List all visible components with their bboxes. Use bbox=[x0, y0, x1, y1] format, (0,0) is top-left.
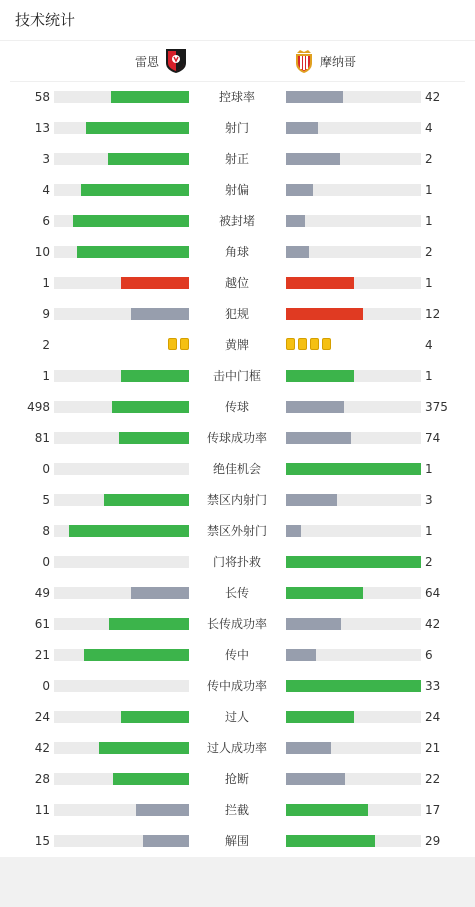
stat-label: 角球 bbox=[224, 245, 249, 259]
home-bar-fill bbox=[104, 494, 189, 506]
away-bar-track bbox=[286, 711, 421, 723]
home-bar-track bbox=[54, 525, 189, 537]
away-bar-fill bbox=[286, 742, 331, 754]
home-bar-fill bbox=[119, 432, 189, 444]
home-bar-track bbox=[54, 804, 189, 816]
yellow-card-icon bbox=[180, 338, 189, 350]
away-bar-track bbox=[286, 215, 421, 227]
stat-label: 射偏 bbox=[224, 183, 249, 197]
stat-row bbox=[0, 275, 475, 291]
home-bar-track bbox=[54, 618, 189, 630]
home-value: 9 bbox=[42, 307, 50, 321]
home-bar-track bbox=[54, 153, 189, 165]
away-bar-track bbox=[286, 556, 421, 568]
home-bar-fill bbox=[131, 308, 189, 320]
home-bar-fill bbox=[111, 91, 189, 103]
home-bar-track bbox=[54, 680, 189, 692]
home-value: 1 bbox=[42, 369, 50, 383]
home-value: 24 bbox=[34, 710, 50, 724]
away-value: 29 bbox=[425, 834, 441, 848]
home-bar-fill bbox=[121, 370, 189, 382]
home-value: 81 bbox=[34, 431, 50, 445]
away-value: 1 bbox=[425, 462, 433, 476]
away-bar-fill bbox=[286, 494, 337, 506]
away-bar-track bbox=[286, 91, 421, 103]
home-bar-track bbox=[54, 494, 189, 506]
away-bar-fill bbox=[286, 122, 318, 134]
stat-label: 控球率 bbox=[218, 90, 255, 104]
home-value: 4 bbox=[42, 183, 50, 197]
away-value: 1 bbox=[425, 214, 433, 228]
stat-label: 禁区外射门 bbox=[206, 524, 267, 538]
away-bar-track bbox=[286, 804, 421, 816]
home-bar-track bbox=[54, 556, 189, 568]
home-value: 498 bbox=[27, 400, 50, 414]
home-value: 1 bbox=[42, 276, 50, 290]
away-bar-track bbox=[286, 122, 421, 134]
stat-label: 传球成功率 bbox=[206, 431, 267, 445]
stat-row bbox=[0, 709, 475, 725]
home-value: 21 bbox=[34, 648, 50, 662]
away-bar-fill bbox=[286, 711, 354, 723]
away-value: 4 bbox=[425, 121, 433, 135]
stat-label: 长传成功率 bbox=[206, 617, 267, 631]
away-bar-fill bbox=[286, 184, 313, 196]
stat-row bbox=[0, 771, 475, 787]
away-team[interactable] bbox=[292, 47, 356, 75]
stat-row bbox=[0, 833, 475, 849]
away-value: 42 bbox=[425, 617, 441, 631]
home-bar-fill bbox=[112, 401, 189, 413]
away-value: 1 bbox=[425, 369, 433, 383]
home-value: 8 bbox=[42, 524, 50, 538]
away-value: 375 bbox=[425, 400, 448, 414]
stat-label: 射门 bbox=[224, 121, 249, 135]
home-value: 0 bbox=[42, 555, 50, 569]
away-bar-track bbox=[286, 153, 421, 165]
away-value: 17 bbox=[425, 803, 441, 817]
home-bar-fill bbox=[143, 835, 189, 847]
yellow-card-icon bbox=[286, 338, 295, 350]
away-value: 3 bbox=[425, 493, 433, 507]
home-value: 58 bbox=[34, 90, 50, 104]
stat-row bbox=[0, 461, 475, 477]
home-bar-track bbox=[54, 277, 189, 289]
stat-label: 射正 bbox=[224, 152, 249, 166]
away-bar-fill bbox=[286, 804, 368, 816]
stat-label: 解围 bbox=[224, 834, 249, 848]
away-bar-fill bbox=[286, 153, 340, 165]
away-bar-track bbox=[286, 184, 421, 196]
away-bar-fill bbox=[286, 308, 363, 320]
home-bar-track bbox=[54, 649, 189, 661]
home-value: 6 bbox=[42, 214, 50, 228]
stat-label: 越位 bbox=[224, 276, 249, 290]
stat-row bbox=[0, 120, 475, 136]
away-bar-fill bbox=[286, 215, 305, 227]
away-value: 1 bbox=[425, 183, 433, 197]
stat-row bbox=[0, 182, 475, 198]
stat-row bbox=[0, 399, 475, 415]
home-value: 2 bbox=[42, 338, 50, 352]
home-bar-fill bbox=[99, 742, 189, 754]
home-bar-fill bbox=[121, 277, 189, 289]
home-bar-fill bbox=[84, 649, 189, 661]
away-bar-track bbox=[286, 308, 421, 320]
away-value: 42 bbox=[425, 90, 441, 104]
home-value: 3 bbox=[42, 152, 50, 166]
home-value: 28 bbox=[34, 772, 50, 786]
yellow-card-icon bbox=[310, 338, 319, 350]
away-bar-track bbox=[286, 463, 421, 475]
away-bar-fill bbox=[286, 525, 301, 537]
stat-row bbox=[0, 678, 475, 694]
away-bar-track bbox=[286, 246, 421, 258]
home-team-name: 雷恩 bbox=[134, 54, 159, 69]
yellow-card-icon bbox=[168, 338, 177, 350]
stat-row bbox=[0, 430, 475, 446]
away-bar-fill bbox=[286, 277, 354, 289]
away-bar-track bbox=[286, 370, 421, 382]
stat-label: 过人 bbox=[224, 710, 249, 724]
away-value: 1 bbox=[425, 276, 433, 290]
home-value: 0 bbox=[42, 462, 50, 476]
away-bar-track bbox=[286, 649, 421, 661]
away-value: 24 bbox=[425, 710, 441, 724]
away-bar-track bbox=[286, 525, 421, 537]
stat-row bbox=[0, 492, 475, 508]
home-bar-fill bbox=[108, 153, 189, 165]
stat-row bbox=[0, 585, 475, 601]
stat-row bbox=[0, 616, 475, 632]
home-bar-fill bbox=[73, 215, 189, 227]
home-bar-fill bbox=[77, 246, 189, 258]
home-bar-track bbox=[54, 463, 189, 475]
away-bar-track bbox=[286, 773, 421, 785]
stat-label: 长传 bbox=[224, 586, 249, 600]
home-value: 61 bbox=[34, 617, 50, 631]
stat-label: 拦截 bbox=[224, 803, 249, 817]
stat-label: 绝佳机会 bbox=[212, 462, 261, 476]
home-bar-track bbox=[54, 122, 189, 134]
away-bar-track bbox=[286, 277, 421, 289]
away-value: 6 bbox=[425, 648, 433, 662]
yellow-card-icon bbox=[298, 338, 307, 350]
away-bar-fill bbox=[286, 432, 351, 444]
home-bar-track bbox=[54, 215, 189, 227]
home-bar-track bbox=[54, 246, 189, 258]
away-value: 33 bbox=[425, 679, 441, 693]
home-bar-fill bbox=[121, 711, 189, 723]
stat-label: 传中 bbox=[224, 648, 249, 662]
away-bar-track bbox=[286, 742, 421, 754]
away-value: 74 bbox=[425, 431, 441, 445]
home-bar-track bbox=[54, 587, 189, 599]
home-bar-track bbox=[54, 370, 189, 382]
away-value: 2 bbox=[425, 245, 433, 259]
home-bar-fill bbox=[69, 525, 189, 537]
stat-row bbox=[0, 337, 475, 353]
stat-row bbox=[0, 244, 475, 260]
stat-label: 抢断 bbox=[224, 772, 249, 786]
stat-row bbox=[0, 554, 475, 570]
away-value: 64 bbox=[425, 586, 441, 600]
stat-label: 被封堵 bbox=[218, 214, 255, 228]
stat-label: 过人成功率 bbox=[206, 741, 267, 755]
away-bar-fill bbox=[286, 401, 344, 413]
away-team-logo-icon bbox=[292, 48, 316, 74]
divider bbox=[10, 81, 465, 82]
away-bar-fill bbox=[286, 246, 309, 258]
away-team-name: 摩纳哥 bbox=[320, 54, 357, 69]
stat-label: 禁区内射门 bbox=[206, 493, 267, 507]
home-bar-track bbox=[54, 835, 189, 847]
away-bar-track bbox=[286, 587, 421, 599]
stat-label: 传球 bbox=[224, 400, 249, 414]
away-value: 1 bbox=[425, 524, 433, 538]
home-bar-track bbox=[54, 432, 189, 444]
home-value: 0 bbox=[42, 679, 50, 693]
stat-row bbox=[0, 740, 475, 756]
home-value: 42 bbox=[34, 741, 50, 755]
page-title: 技术统计 bbox=[15, 11, 76, 29]
home-team-logo-icon bbox=[164, 48, 188, 74]
stat-row bbox=[0, 151, 475, 167]
home-bar-track bbox=[54, 91, 189, 103]
stat-row bbox=[0, 523, 475, 539]
stat-label: 传中成功率 bbox=[206, 679, 267, 693]
stat-label: 黄牌 bbox=[224, 338, 249, 352]
away-bar-track bbox=[286, 680, 421, 692]
divider bbox=[0, 40, 475, 41]
home-yellow-cards bbox=[168, 338, 189, 350]
away-bar-fill bbox=[286, 649, 316, 661]
home-value: 13 bbox=[34, 121, 50, 135]
home-value: 5 bbox=[42, 493, 50, 507]
home-bar-track bbox=[54, 742, 189, 754]
away-bar-track bbox=[286, 835, 421, 847]
home-bar-fill bbox=[113, 773, 189, 785]
stat-row bbox=[0, 802, 475, 818]
home-bar-track bbox=[54, 308, 189, 320]
away-value: 4 bbox=[425, 338, 433, 352]
away-bar-fill bbox=[286, 463, 421, 475]
away-bar-fill bbox=[286, 618, 341, 630]
away-bar-track bbox=[286, 618, 421, 630]
home-value: 11 bbox=[34, 803, 50, 817]
home-bar-fill bbox=[136, 804, 189, 816]
home-bar-track bbox=[54, 401, 189, 413]
away-bar-fill bbox=[286, 556, 421, 568]
home-bar-fill bbox=[86, 122, 189, 134]
away-value: 2 bbox=[425, 555, 433, 569]
home-bar-fill bbox=[109, 618, 189, 630]
home-value: 10 bbox=[34, 245, 50, 259]
away-bar-track bbox=[286, 494, 421, 506]
home-value: 15 bbox=[34, 834, 50, 848]
stat-row bbox=[0, 368, 475, 384]
away-bar-fill bbox=[286, 587, 363, 599]
away-bar-track bbox=[286, 432, 421, 444]
stat-label: 犯规 bbox=[224, 307, 249, 321]
stat-label: 门将扑救 bbox=[212, 555, 261, 569]
home-bar-track bbox=[54, 711, 189, 723]
home-value: 49 bbox=[34, 586, 50, 600]
away-bar-fill bbox=[286, 91, 343, 103]
home-bar-fill bbox=[131, 587, 189, 599]
home-bar-track bbox=[54, 184, 189, 196]
away-bar-fill bbox=[286, 835, 375, 847]
home-team[interactable] bbox=[135, 47, 188, 75]
away-bar-track bbox=[286, 401, 421, 413]
stat-row bbox=[0, 647, 475, 663]
away-yellow-cards bbox=[286, 338, 331, 350]
away-bar-fill bbox=[286, 773, 345, 785]
stat-label: 击中门框 bbox=[212, 369, 261, 383]
yellow-card-icon bbox=[322, 338, 331, 350]
stat-row bbox=[0, 306, 475, 322]
away-value: 12 bbox=[425, 307, 441, 321]
home-bar-track bbox=[54, 773, 189, 785]
away-value: 21 bbox=[425, 741, 441, 755]
home-bar-fill bbox=[81, 184, 189, 196]
away-bar-fill bbox=[286, 370, 354, 382]
stat-row bbox=[0, 89, 475, 105]
stat-row bbox=[0, 213, 475, 229]
away-bar-fill bbox=[286, 680, 421, 692]
away-value: 22 bbox=[425, 772, 441, 786]
away-value: 2 bbox=[425, 152, 433, 166]
